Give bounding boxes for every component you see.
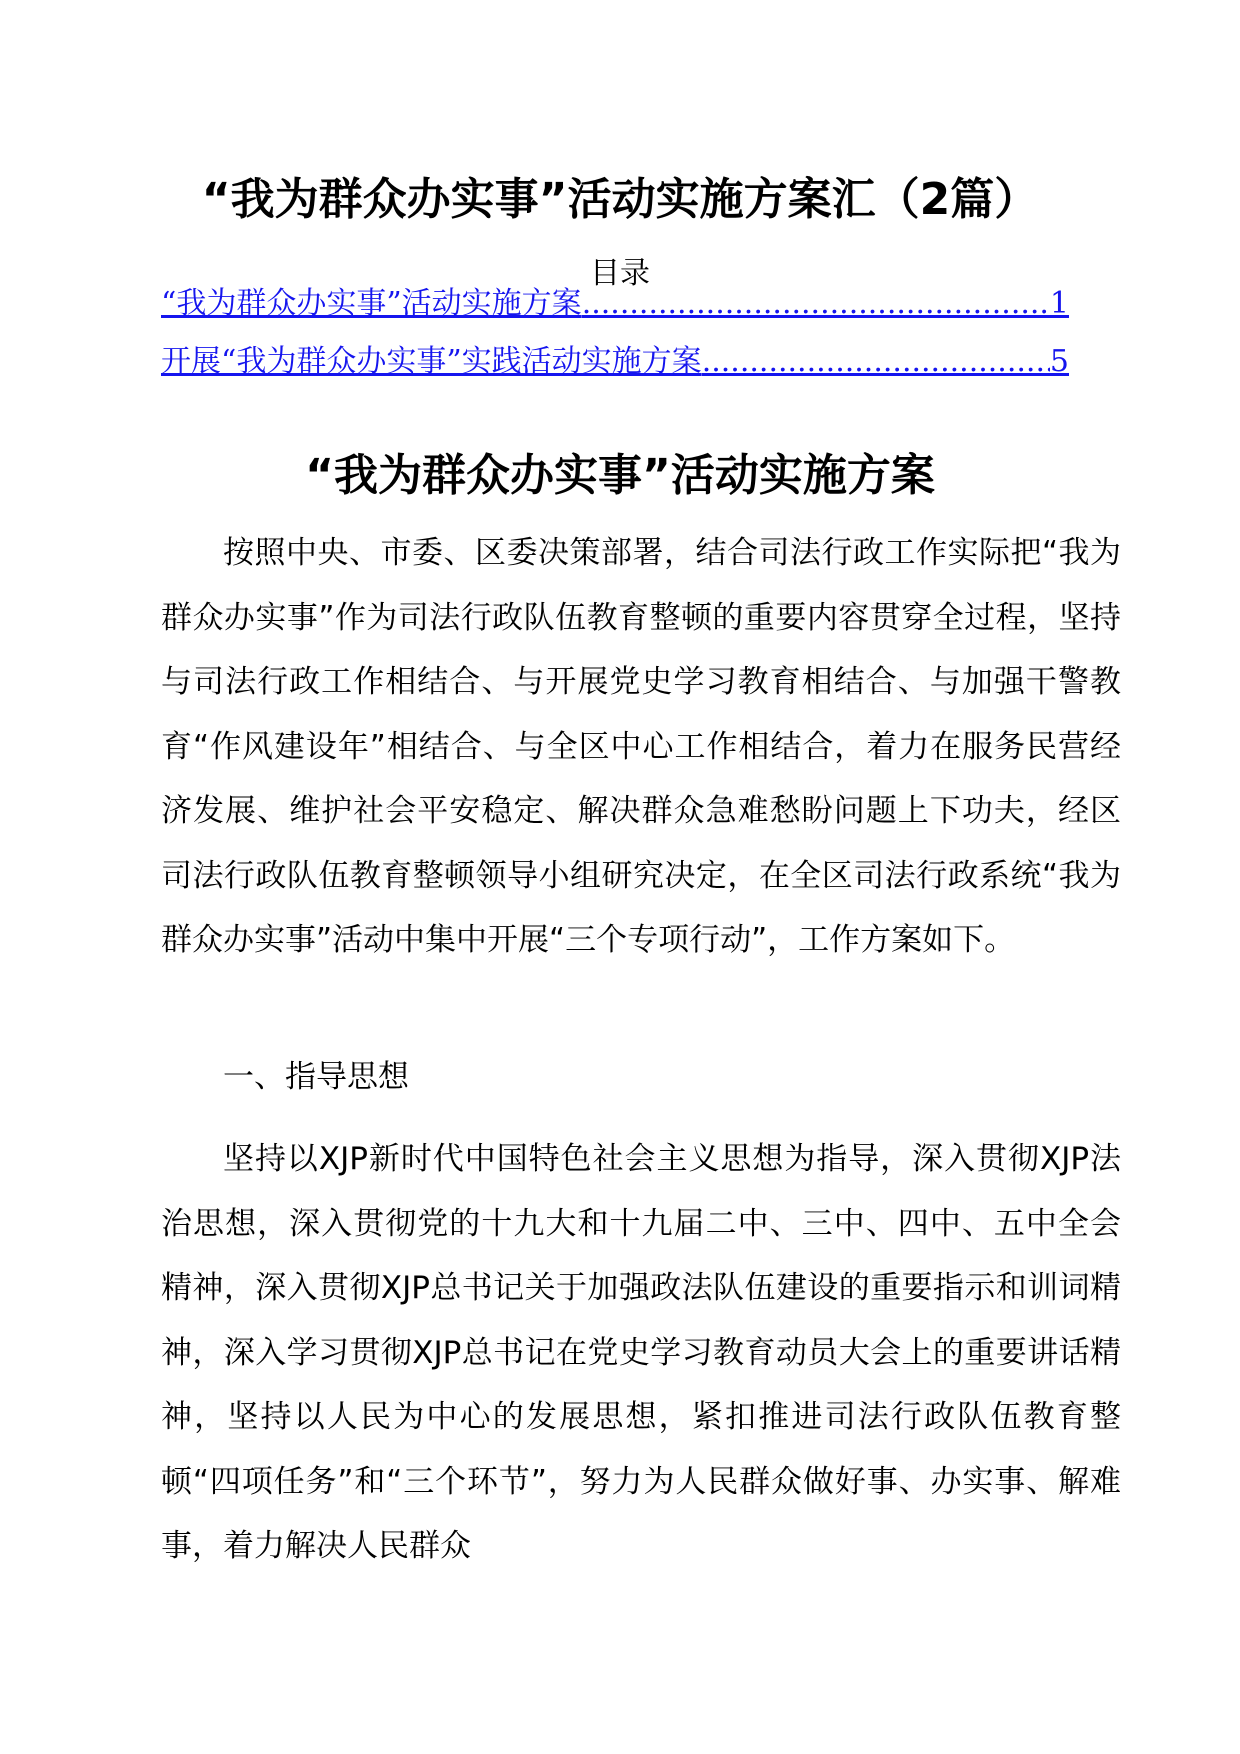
document-title: “我为群众办实事”活动实施方案汇（2篇） [201, 174, 1039, 225]
toc-link-1-text: “我为群众办实事”活动实施方案 [161, 286, 582, 321]
paragraph-guiding-ideology: 坚持以XJP新时代中国特色社会主义思想为指导，深入贯彻XJP法治思想，深入贯彻党的十九大和十九届二中、三中、四中、五中全会精神，深入贯彻XJP总书记关于加强政法队伍建设的重要指示和训词精神，深入学习贯彻XJP总书记在党史学习教育动员大会上的重要讲话精神，坚持以人民为中心的发展思想，紧扣推进司法行政队伍教育整顿“四项任务”和“三个环节”，努力为人民群众做好事、办实事、解难事，着力解决人民群众 [161, 1141, 1121, 1564]
toc-link-2-text: 开展“我为群众办实事”实践活动实施方案 [161, 344, 702, 379]
heading-guiding-ideology: 一、指导思想 [223, 1059, 409, 1095]
paragraph-intro: 按照中央、市委、区委决策部署，结合司法行政工作实际把“我为群众办实事”作为司法行政队伍教育整顿的重要内容贯穿全过程，坚持与司法行政工作相结合、与开展党史学习教育相结合、与加强干警教育“作风建设年”相结合、与全区中心工作相结合，着力在服务民营经济发展、维护社会平安稳定、解决群众急难愁盼问题上下功夫，经区司法行政队伍教育整顿领导小组研究决定，在全区司法行政系统“我为群众办实事”活动中集中开展“三个专项行动”，工作方案如下。 [161, 535, 1121, 958]
toc-link-1[interactable] [161, 284, 1069, 324]
toc-leader-dots [702, 342, 1050, 382]
toc-link-1-page: 1 [1049, 286, 1069, 321]
toc-link-2-page: 5 [1049, 344, 1069, 379]
toc-link-2[interactable] [161, 342, 1069, 382]
toc-leader-dots [582, 284, 1050, 324]
section-title: “我为群众办实事”活动实施方案 [305, 450, 935, 501]
toc-heading: 目录 [590, 256, 650, 291]
